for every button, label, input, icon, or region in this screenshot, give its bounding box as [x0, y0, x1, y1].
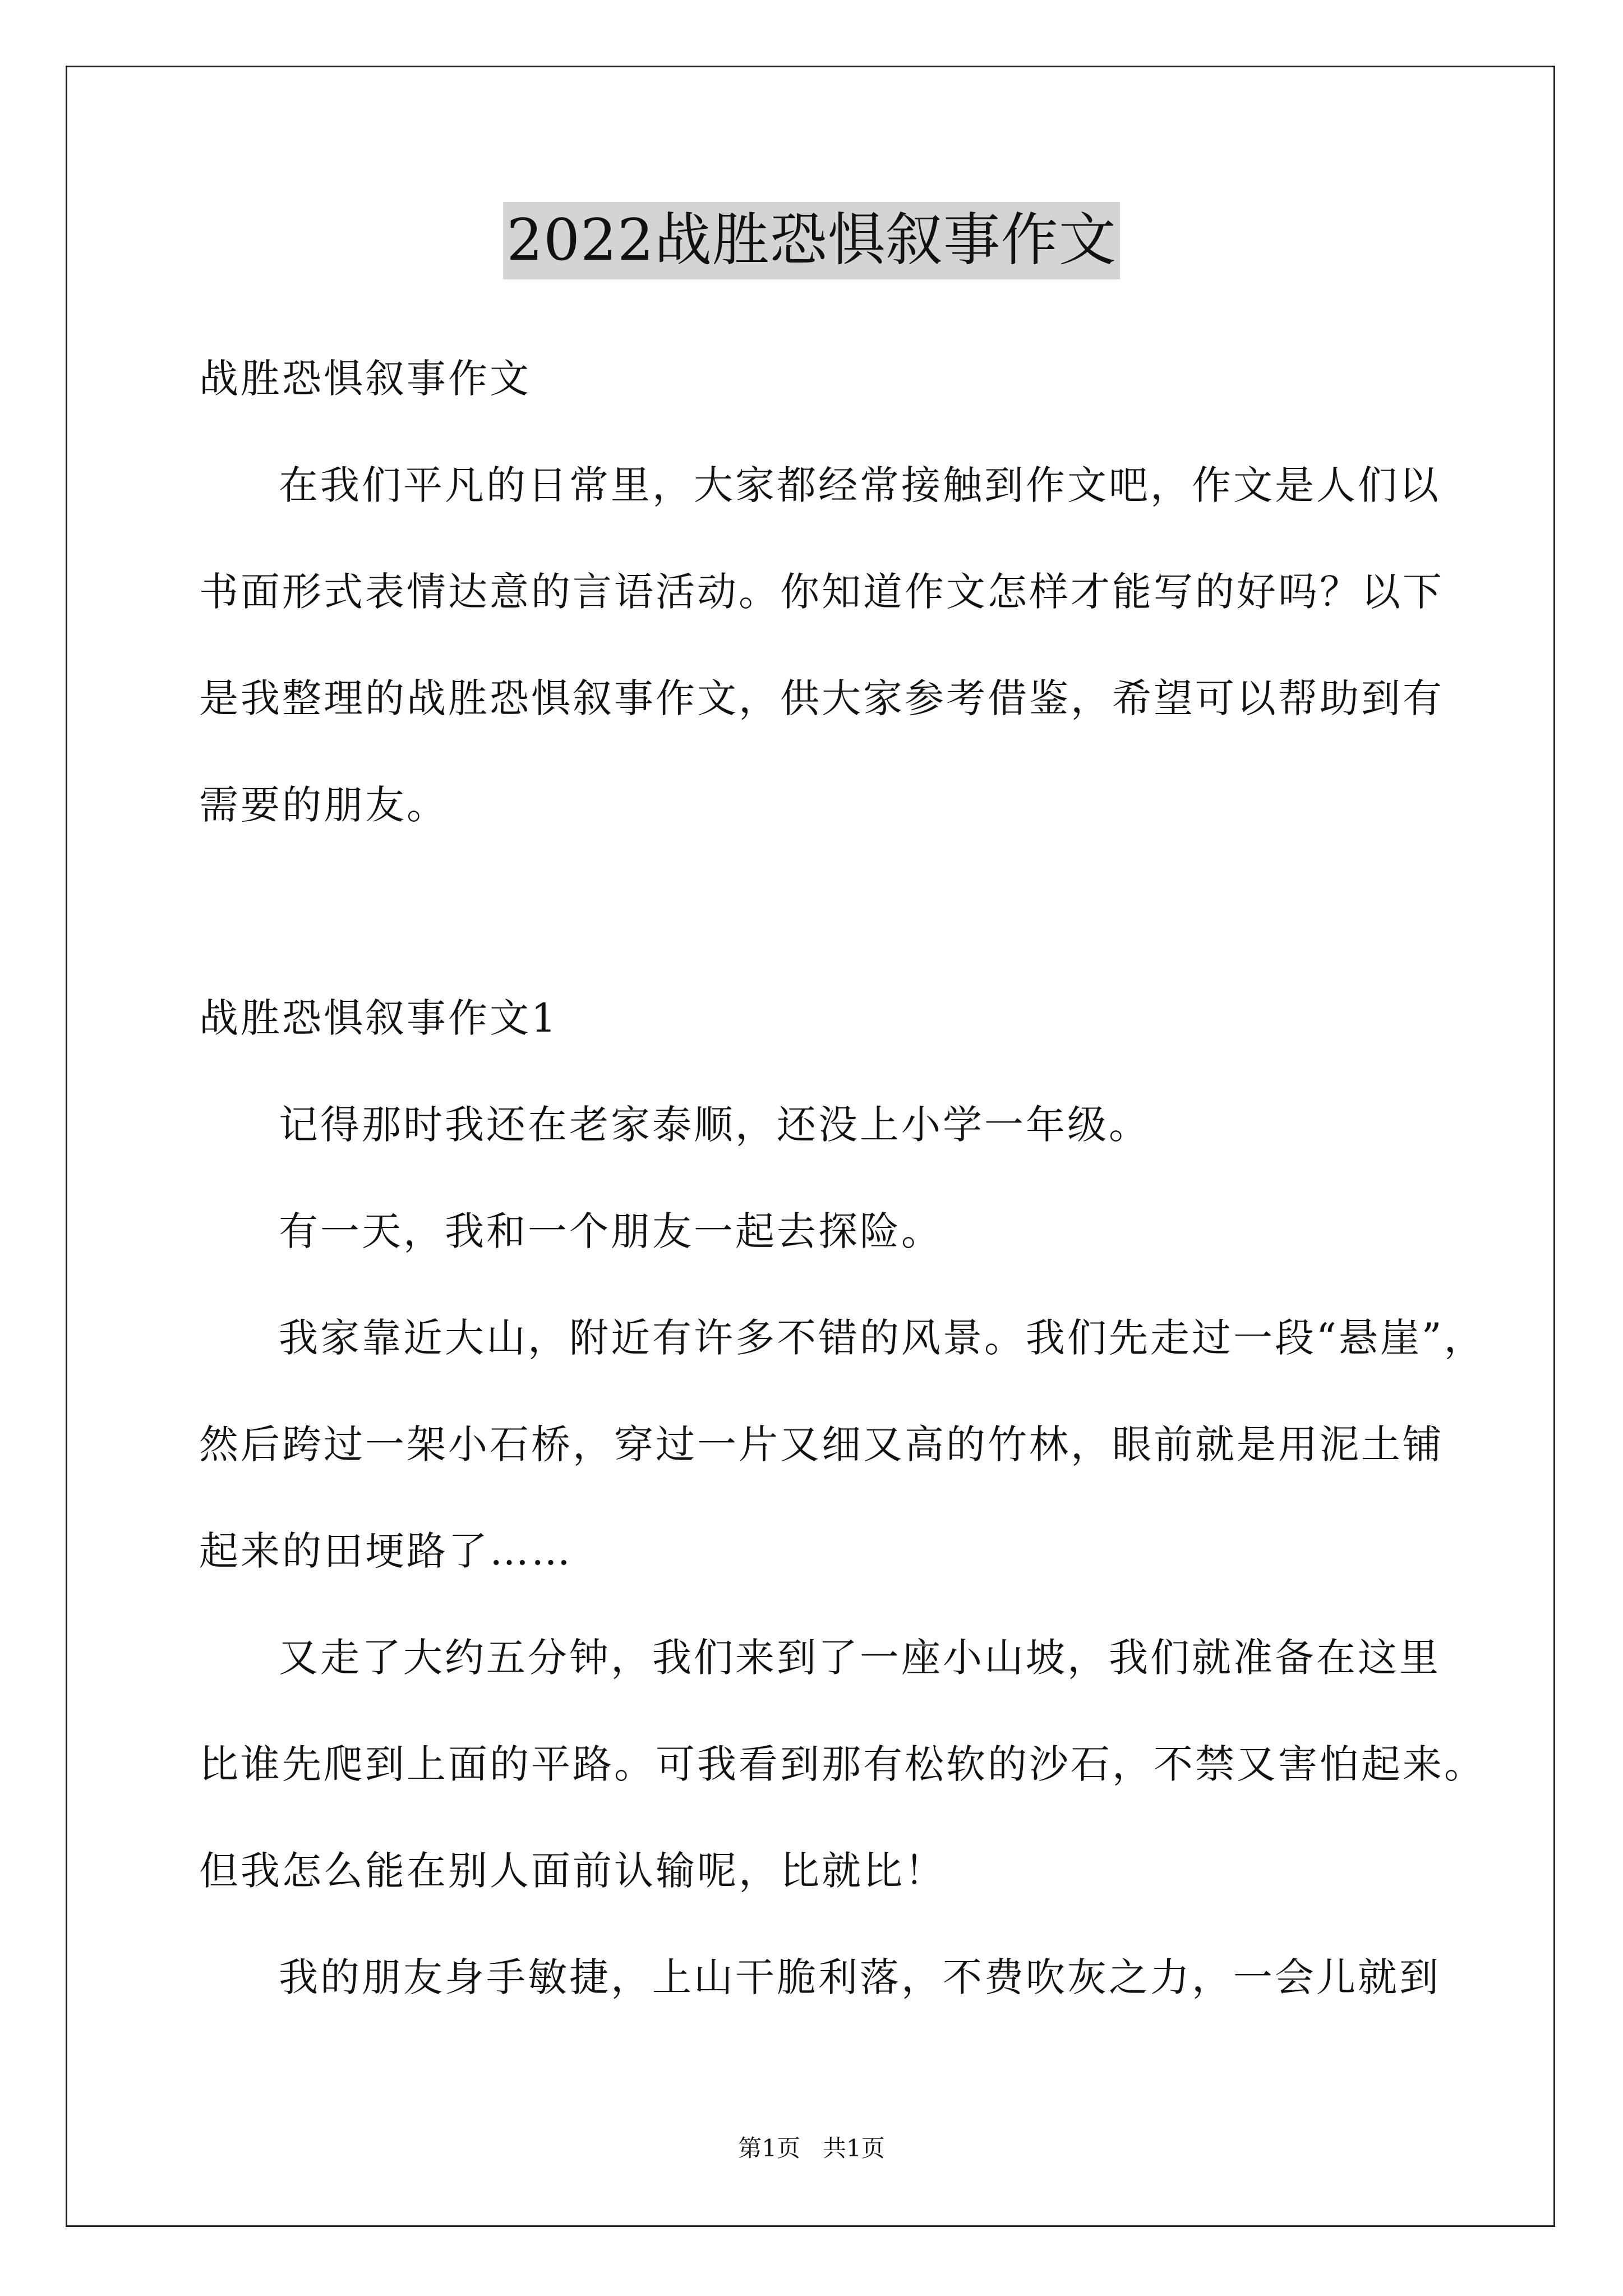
document-title: 2022战胜恐惧叙事作文: [503, 202, 1120, 279]
body-line-5: 起来的田埂路了……: [199, 1528, 573, 1574]
body-line-1: 记得那时我还在老家泰顺，还没上小学一年级。: [279, 1102, 1150, 1148]
title-wrapper: [0, 202, 1623, 279]
subtitle: 战胜恐惧叙事作文: [199, 356, 531, 402]
body-line-3: 我家靠近大山，附近有许多不错的风景。我们先走过一段“悬崖”，: [279, 1315, 1486, 1361]
intro-line-1: 在我们平凡的日常里，大家都经常接触到作文吧，作文是人们以: [279, 462, 1441, 508]
body-line-6: 又走了大约五分钟，我们来到了一座小山坡，我们就准备在这里: [279, 1635, 1441, 1681]
page-footer: 第1页 共1页: [738, 2134, 885, 2162]
body-line-8: 但我怎么能在别人面前认输呢，比就比！: [199, 1848, 946, 1894]
intro-line-2: 书面形式表情达意的言语活动。你知道作文怎样才能写的好吗？以下: [199, 569, 1444, 615]
body-line-2: 有一天，我和一个朋友一起去探险。: [279, 1208, 943, 1254]
body-line-9: 我的朋友身手敏捷，上山干脆利落，不费吹灰之力，一会儿就到: [279, 1954, 1441, 2000]
intro-line-3: 是我整理的战胜恐惧叙事作文，供大家参考借鉴，希望可以帮助到有: [199, 675, 1444, 721]
body-line-4: 然后跨过一架小石桥，穿过一片又细又高的竹林，眼前就是用泥土铺: [199, 1421, 1444, 1467]
section-heading: 战胜恐惧叙事作文1: [199, 995, 559, 1041]
body-line-7: 比谁先爬到上面的平路。可我看到那有松软的沙石，不禁又害怕起来。: [199, 1741, 1486, 1787]
intro-line-4: 需要的朋友。: [199, 782, 448, 828]
